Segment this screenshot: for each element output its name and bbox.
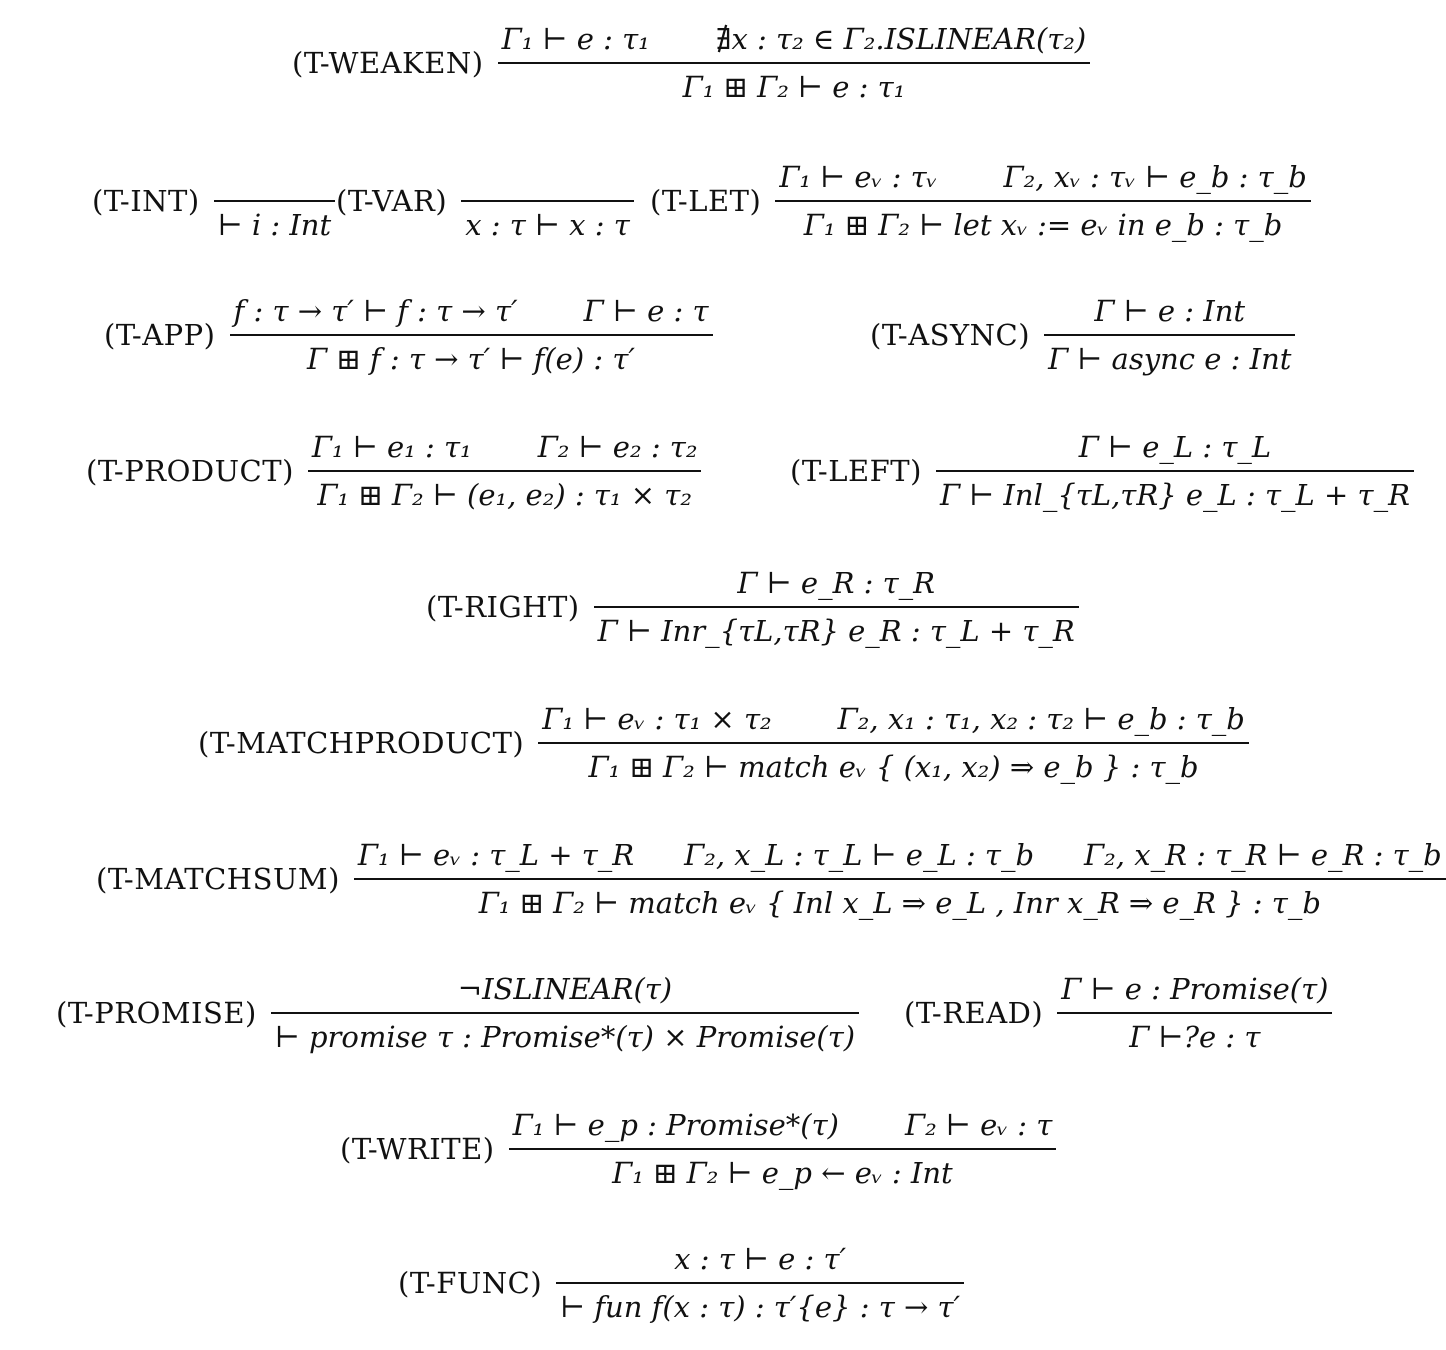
inference-fraction [538,700,1249,786]
rule-name: (T-FUNC) [398,1266,543,1300]
conclusion: ⊢ fun f(x : τ) : τ′{e} : τ → τ′ [560,1290,961,1324]
premise: Γ₁ ⊢ eᵥ : τ_L + τ_R [357,838,635,872]
rule-promise [56,970,859,1056]
rule-name: (T-RIGHT) [426,590,580,624]
inference-fraction [775,158,1310,244]
conclusion: Γ ⊢ async e : Int [1048,342,1292,376]
rule-app [104,292,713,378]
premise: Γ₂, x_R : τ_R ⊢ e_R : τ_b [1084,838,1442,872]
premise: Γ₂, xᵥ : τᵥ ⊢ e_b : τ_b [1003,160,1307,194]
rule-matchsum [96,836,1446,922]
inference-fraction [936,428,1414,514]
premise: Γ₁ ⊢ e : τ₁ [501,22,650,56]
conclusion: Γ ⊢ Inr_{τL,τR} e_R : τ_L + τ_R [597,614,1075,648]
conclusion: Γ₁ ⊞ Γ₂ ⊢ match eᵥ { Inl x_L ⇒ e_L , Inr x_R ⇒ e_R } : τ_b [478,886,1321,920]
premise: Γ ⊢ e_L : τ_L [1078,430,1272,464]
inference-fraction [230,292,713,378]
rule-func [398,1240,964,1326]
rule-let [650,158,1311,244]
premise: Γ₁ ⊢ eᵥ : τ₁ × τ₂ [542,702,772,736]
premise: ¬ISLINEAR(τ) [457,972,673,1006]
rule-int [92,158,335,244]
rule-var [336,158,634,244]
conclusion: Γ₁ ⊞ Γ₂ ⊢ e_p ← eᵥ : Int [612,1156,953,1190]
rule-name: (T-APP) [104,318,216,352]
premise: Γ₂, x_L : τ_L ⊢ e_L : τ_b [684,838,1035,872]
rule-name: (T-VAR) [336,184,448,218]
conclusion: Γ₁ ⊞ Γ₂ ⊢ e : τ₁ [682,70,906,104]
conclusion: Γ ⊢ Inl_{τL,τR} e_L : τ_L + τ_R [939,478,1410,512]
inference-fraction [1044,292,1295,378]
inference-fraction [354,836,1446,922]
inference-fraction [556,1240,964,1326]
rule-name: (T-PRODUCT) [86,454,294,488]
conclusion: Γ₁ ⊞ Γ₂ ⊢ let xᵥ := eᵥ in e_b : τ_b [803,208,1283,242]
premise: Γ ⊢ e_R : τ_R [737,566,935,600]
rule-read [904,970,1332,1056]
rule-name: (T-LEFT) [790,454,922,488]
inference-fraction [594,564,1079,650]
rule-name: (T-ASYNC) [870,318,1031,352]
rule-product [86,428,701,514]
conclusion: Γ₁ ⊞ Γ₂ ⊢ match eᵥ { (x₁, x₂) ⇒ e_b } : τ_b [588,750,1199,784]
rule-name: (T-MATCHSUM) [96,862,340,896]
premise: Γ₁ ⊢ e₁ : τ₁ [311,430,472,464]
premise: Γ₂ ⊢ e₂ : τ₂ [537,430,698,464]
rule-matchproduct [198,700,1249,786]
premise: Γ ⊢ e : Int [1094,294,1246,328]
inference-fraction [461,158,634,244]
conclusion: Γ ⊞ f : τ → τ′ ⊢ f(e) : τ′ [307,342,635,376]
rule-name: (T-MATCHPRODUCT) [198,726,525,760]
premise: Γ₂, x₁ : τ₁, x₂ : τ₂ ⊢ e_b : τ_b [837,702,1245,736]
rule-name: (T-PROMISE) [56,996,257,1030]
inference-fraction [509,1106,1057,1192]
premise: Γ₁ ⊢ eᵥ : τᵥ [779,160,938,194]
rule-right [426,564,1079,650]
premise: ∄x : τ₂ ∈ Γ₂.ISLINEAR(τ₂) [715,22,1087,56]
rule-name: (T-READ) [904,996,1044,1030]
conclusion: ⊢ i : Int [217,208,332,242]
rule-weaken [292,20,1090,106]
rule-left [790,428,1414,514]
inference-fraction [308,428,702,514]
rule-name: (T-WRITE) [340,1132,495,1166]
conclusion: x : τ ⊢ x : τ [465,208,630,242]
rule-name: (T-INT) [92,184,200,218]
premise: Γ ⊢ e : τ [583,294,709,328]
premise: Γ₂ ⊢ eᵥ : τ [904,1108,1053,1142]
inference-fraction [214,158,335,244]
premise: Γ₁ ⊢ e_p : Promise*(τ) [512,1108,839,1142]
inference-fraction [271,970,859,1056]
rule-async [870,292,1295,378]
premise: Γ ⊢ e : Promise(τ) [1061,972,1329,1006]
conclusion: ⊢ promise τ : Promise*(τ) × Promise(τ) [274,1020,856,1054]
rule-name: (T-LET) [650,184,762,218]
inference-fraction [498,20,1091,106]
conclusion: Γ₁ ⊞ Γ₂ ⊢ (e₁, e₂) : τ₁ × τ₂ [317,478,692,512]
rule-name: (T-WEAKEN) [292,46,484,80]
conclusion: Γ ⊢?e : τ [1129,1020,1261,1054]
premise: x : τ ⊢ e : τ′ [674,1242,847,1276]
premise: f : τ → τ′ ⊢ f : τ → τ′ [233,294,518,328]
rule-write [340,1106,1056,1192]
inference-fraction [1057,970,1332,1056]
